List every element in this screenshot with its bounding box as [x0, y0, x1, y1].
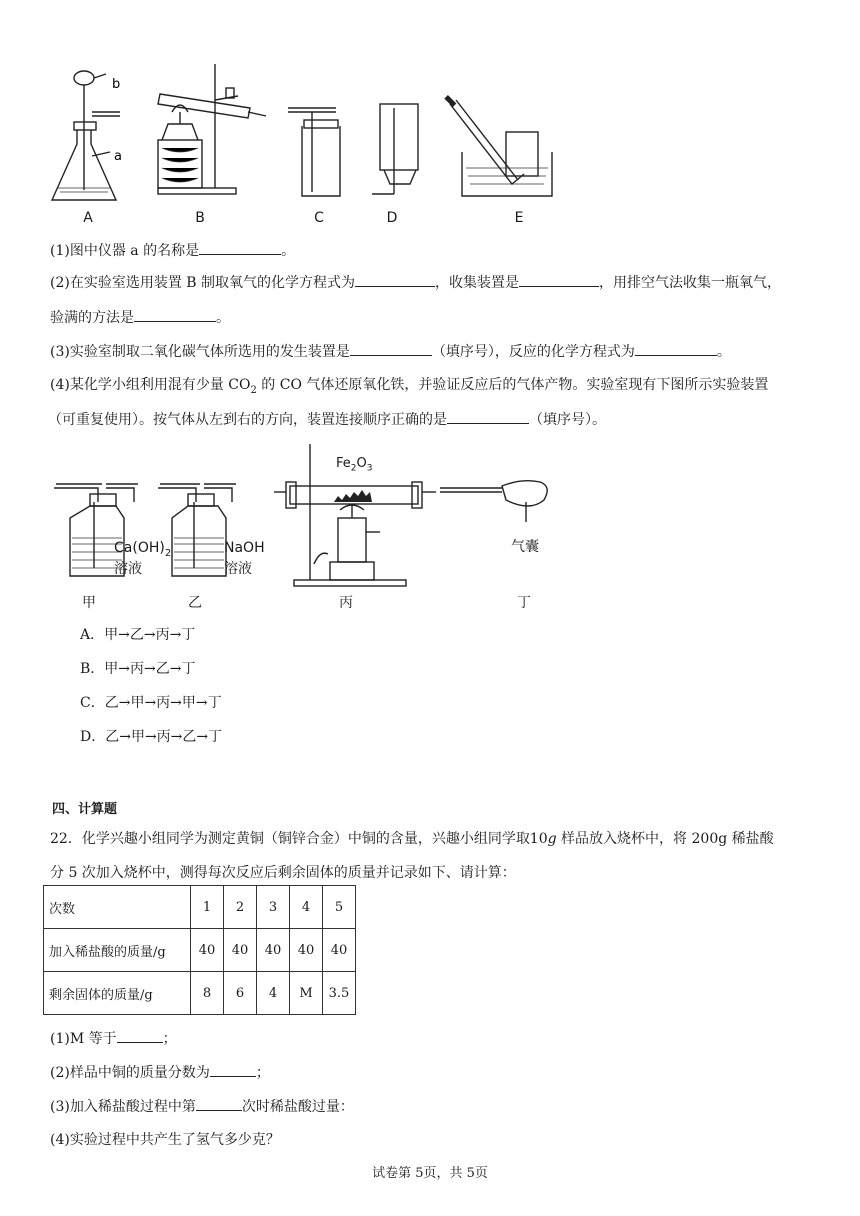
label-bing: 丙	[339, 595, 353, 611]
table-cell: 4	[257, 972, 290, 1015]
answer-blank[interactable]	[519, 272, 599, 287]
table-row	[44, 929, 356, 972]
option-d[interactable]: D．乙→甲→丙→乙→丁	[80, 729, 223, 745]
page-footer: 试卷第 5页，共 5页	[372, 1166, 488, 1181]
answer-blank[interactable]	[447, 409, 529, 424]
top-apparatus-figure	[40, 60, 580, 235]
table-cell: 5	[323, 886, 356, 929]
answer-blank[interactable]	[210, 1062, 256, 1077]
table-cell: 3.5	[323, 972, 356, 1015]
table-header-cell: 加入稀盐酸的质量/g	[44, 929, 191, 972]
question-22-line2: 分 5 次加入烧杯中，测得每次反应后剩余固体的质量并记录如下、请计算：	[50, 865, 516, 881]
table-cell: 1	[191, 886, 224, 929]
answer-blank[interactable]	[350, 341, 432, 356]
option-b[interactable]: B．甲→丙→乙→丁	[80, 661, 196, 677]
answer-blank[interactable]	[134, 307, 216, 322]
option-a[interactable]: A．甲→乙→丙→丁	[80, 627, 196, 643]
label-yi: 乙	[188, 595, 202, 611]
answer-blank[interactable]	[199, 240, 281, 255]
reagent-jia-solution: 溶液	[114, 561, 142, 577]
question-2: (2)在实验室选用装置 B 制取氧气的化学方程式为 ，收集装置是 ，用排空气法收集一瓶氧气，	[50, 272, 781, 293]
apparatus-a-conical-flask	[52, 71, 120, 200]
sub-question-1: (1)M 等于 ；	[50, 1028, 177, 1049]
answer-blank[interactable]	[355, 272, 435, 287]
table-cell: 8	[191, 972, 224, 1015]
reagent-ding: 气囊	[511, 539, 539, 555]
table-row	[44, 886, 356, 929]
question-22-line1: 22．化学兴趣小组同学为测定黄铜（铜锌合金）中铜的含量，兴趣小组同学取10g 样品放入烧杯中，将 200g 稀盐酸	[50, 831, 774, 847]
question-1: (1)图中仪器 a 的名称是 。	[50, 240, 295, 261]
apparatus-c-collecting-bottle	[288, 108, 340, 196]
label-jia: 甲	[82, 595, 96, 611]
table-header-cell: 剩余固体的质量/g	[44, 972, 191, 1015]
reagent-jia: $Ca(OH)_2$	[114, 540, 172, 559]
answer-blank[interactable]	[635, 341, 717, 356]
data-table	[43, 885, 356, 1015]
label-B: B	[195, 210, 205, 226]
label-C: C	[314, 210, 324, 226]
question-2-line2: 验满的方法是 。	[50, 307, 230, 328]
sub-question-4: (4)实验过程中共产生了氢气多少克？	[50, 1132, 280, 1148]
table-cell: 40	[224, 929, 257, 972]
section-title: 四、计算题	[52, 802, 118, 817]
label-instrument-a: a	[114, 149, 122, 164]
apparatus-d-inverted-bottle	[372, 104, 418, 194]
answer-blank[interactable]	[117, 1028, 163, 1043]
table-cell: 6	[224, 972, 257, 1015]
table-cell: 40	[191, 929, 224, 972]
option-c[interactable]: C．乙→甲→丙→甲→丁	[80, 695, 222, 711]
answer-blank[interactable]	[196, 1096, 242, 1111]
question-4: (4)某化学小组利用混有少量 $CO_2$ 的 CO 气体还原氧化铁，并验证反应后的气体产物。实验室现有下图所示实验装置	[50, 377, 769, 396]
question-4-line2: （可重复使用）。按气体从左到右的方向，装置连接顺序正确的是 （填序号）。	[48, 409, 606, 430]
table-cell: 40	[257, 929, 290, 972]
label-D: D	[386, 210, 398, 226]
table-cell: 2	[224, 886, 257, 929]
sub-question-2: (2)样品中铜的质量分数为 ；	[50, 1062, 270, 1083]
apparatus-ding-gas-bag	[440, 481, 547, 522]
label-A: A	[83, 210, 93, 226]
table-row	[44, 972, 356, 1015]
table-cell: 40	[290, 929, 323, 972]
table-cell: M	[290, 972, 323, 1015]
label-ding: 丁	[517, 595, 531, 611]
question-3: (3)实验室制取二氧化碳气体所选用的发生装置是 （填序号），反应的化学方程式为 。	[50, 341, 731, 362]
apparatus-b-heating-setup	[158, 64, 266, 194]
table-header-cell: 次数	[44, 886, 191, 929]
label-E: E	[514, 210, 524, 226]
reagent-bing: $Fe_2O_3$	[336, 456, 373, 474]
table-cell: 3	[257, 886, 290, 929]
sub-question-3: (3)加入稀盐酸过程中第 次时稀盐酸过量：	[50, 1096, 354, 1117]
table-cell: 40	[323, 929, 356, 972]
table-cell: 4	[290, 886, 323, 929]
apparatus-e-water-trough	[444, 95, 552, 196]
label-a: b	[112, 77, 121, 92]
reagent-yi: NaOH	[224, 540, 265, 556]
reagent-yi-solution: 溶液	[224, 561, 252, 577]
